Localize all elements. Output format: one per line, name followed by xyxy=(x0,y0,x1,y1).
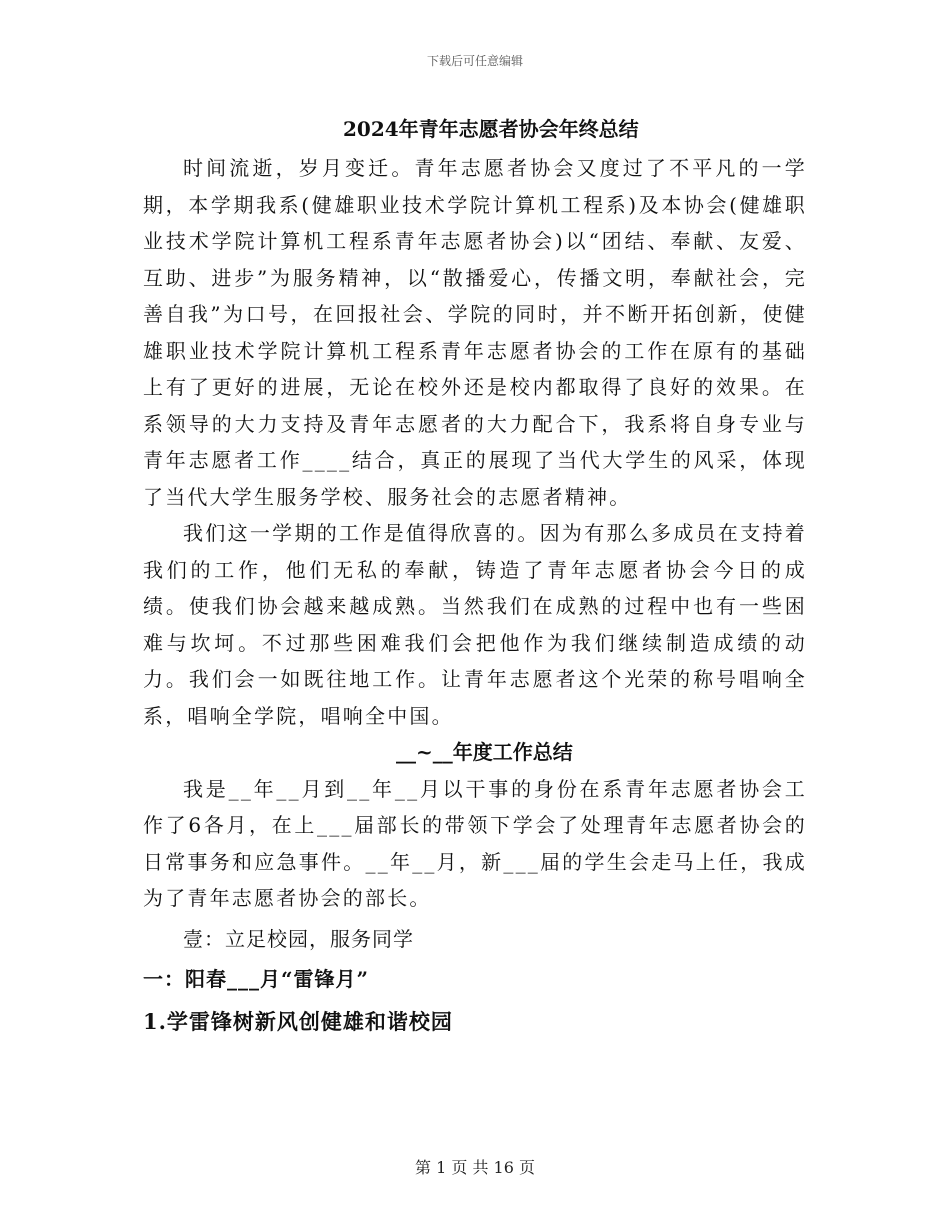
header-note: 下载后可任意编辑 xyxy=(426,54,523,68)
section-heading-1-1-1: 1.学雷锋树新风创健雄和谐校园 xyxy=(143,1008,453,1034)
paragraph-2: 我们这一学期的工作是值得欣喜的。因为有那么多成员在支持着我们的工作，他们无私的奉献，铸造了青年志愿者协会今日的成绩。使我们协会越来越成熟。当然我们在成熟的过程中也有一些困难与坎坷。不过那些困难我们会把他作为我们继续制造成绩的动力。我们会一如既往地工作。让青年志愿者这个光荣的称号唱响全系，唱响全学院，唱响全中国。 xyxy=(143,521,807,728)
paragraph-3: 我是__年__月到__年__月以干事的身份在系青年志愿者协会工作了6各月，在上___届部长的带领下学会了处理青年志愿者协会的日常事务和应急事件。__年__月，新___届的学生会走马上任，我成为了青年志愿者协会的部长。 xyxy=(143,776,807,910)
document-title: 2024年青年志愿者协会年终总结 xyxy=(343,117,639,141)
paragraph-1: 时间流逝，岁月变迁。青年志愿者协会又度过了不平凡的一学期，本学期我系(健雄职业技术学院计算机工程系)及本协会(健雄职业技术学院计算机工程系青年志愿者协会)以“团结、奉献、友爱、互助、进步”为服务精神，以“散播爱心，传播文明，奉献社会，完善自我”为口号，在回报社会、学院的同时，并不断开拓创新，使健雄职业技术学院计算机工程系青年志愿者协会的工作在原有的基础上有了更好的进展，无论在校外还是校内都取得了良好的效果。在系领导的大力支持及青年志愿者的大力配合下，我系将自身专业与青年志愿者工作____结合，真正的展现了当代大学生的风采，体现了当代大学生服务学校、服务社会的志愿者精神。 xyxy=(143,156,807,509)
document-body xyxy=(143,112,807,1040)
page-number: 第 1 页 共 16 页 xyxy=(415,1158,535,1177)
section-heading-1-1: 一：阳春___月“雷锋月” xyxy=(143,967,370,991)
section-subtitle: __~__年度工作总结 xyxy=(396,740,573,764)
section-heading-1: 壹：立足校园，服务同学 xyxy=(183,926,414,951)
